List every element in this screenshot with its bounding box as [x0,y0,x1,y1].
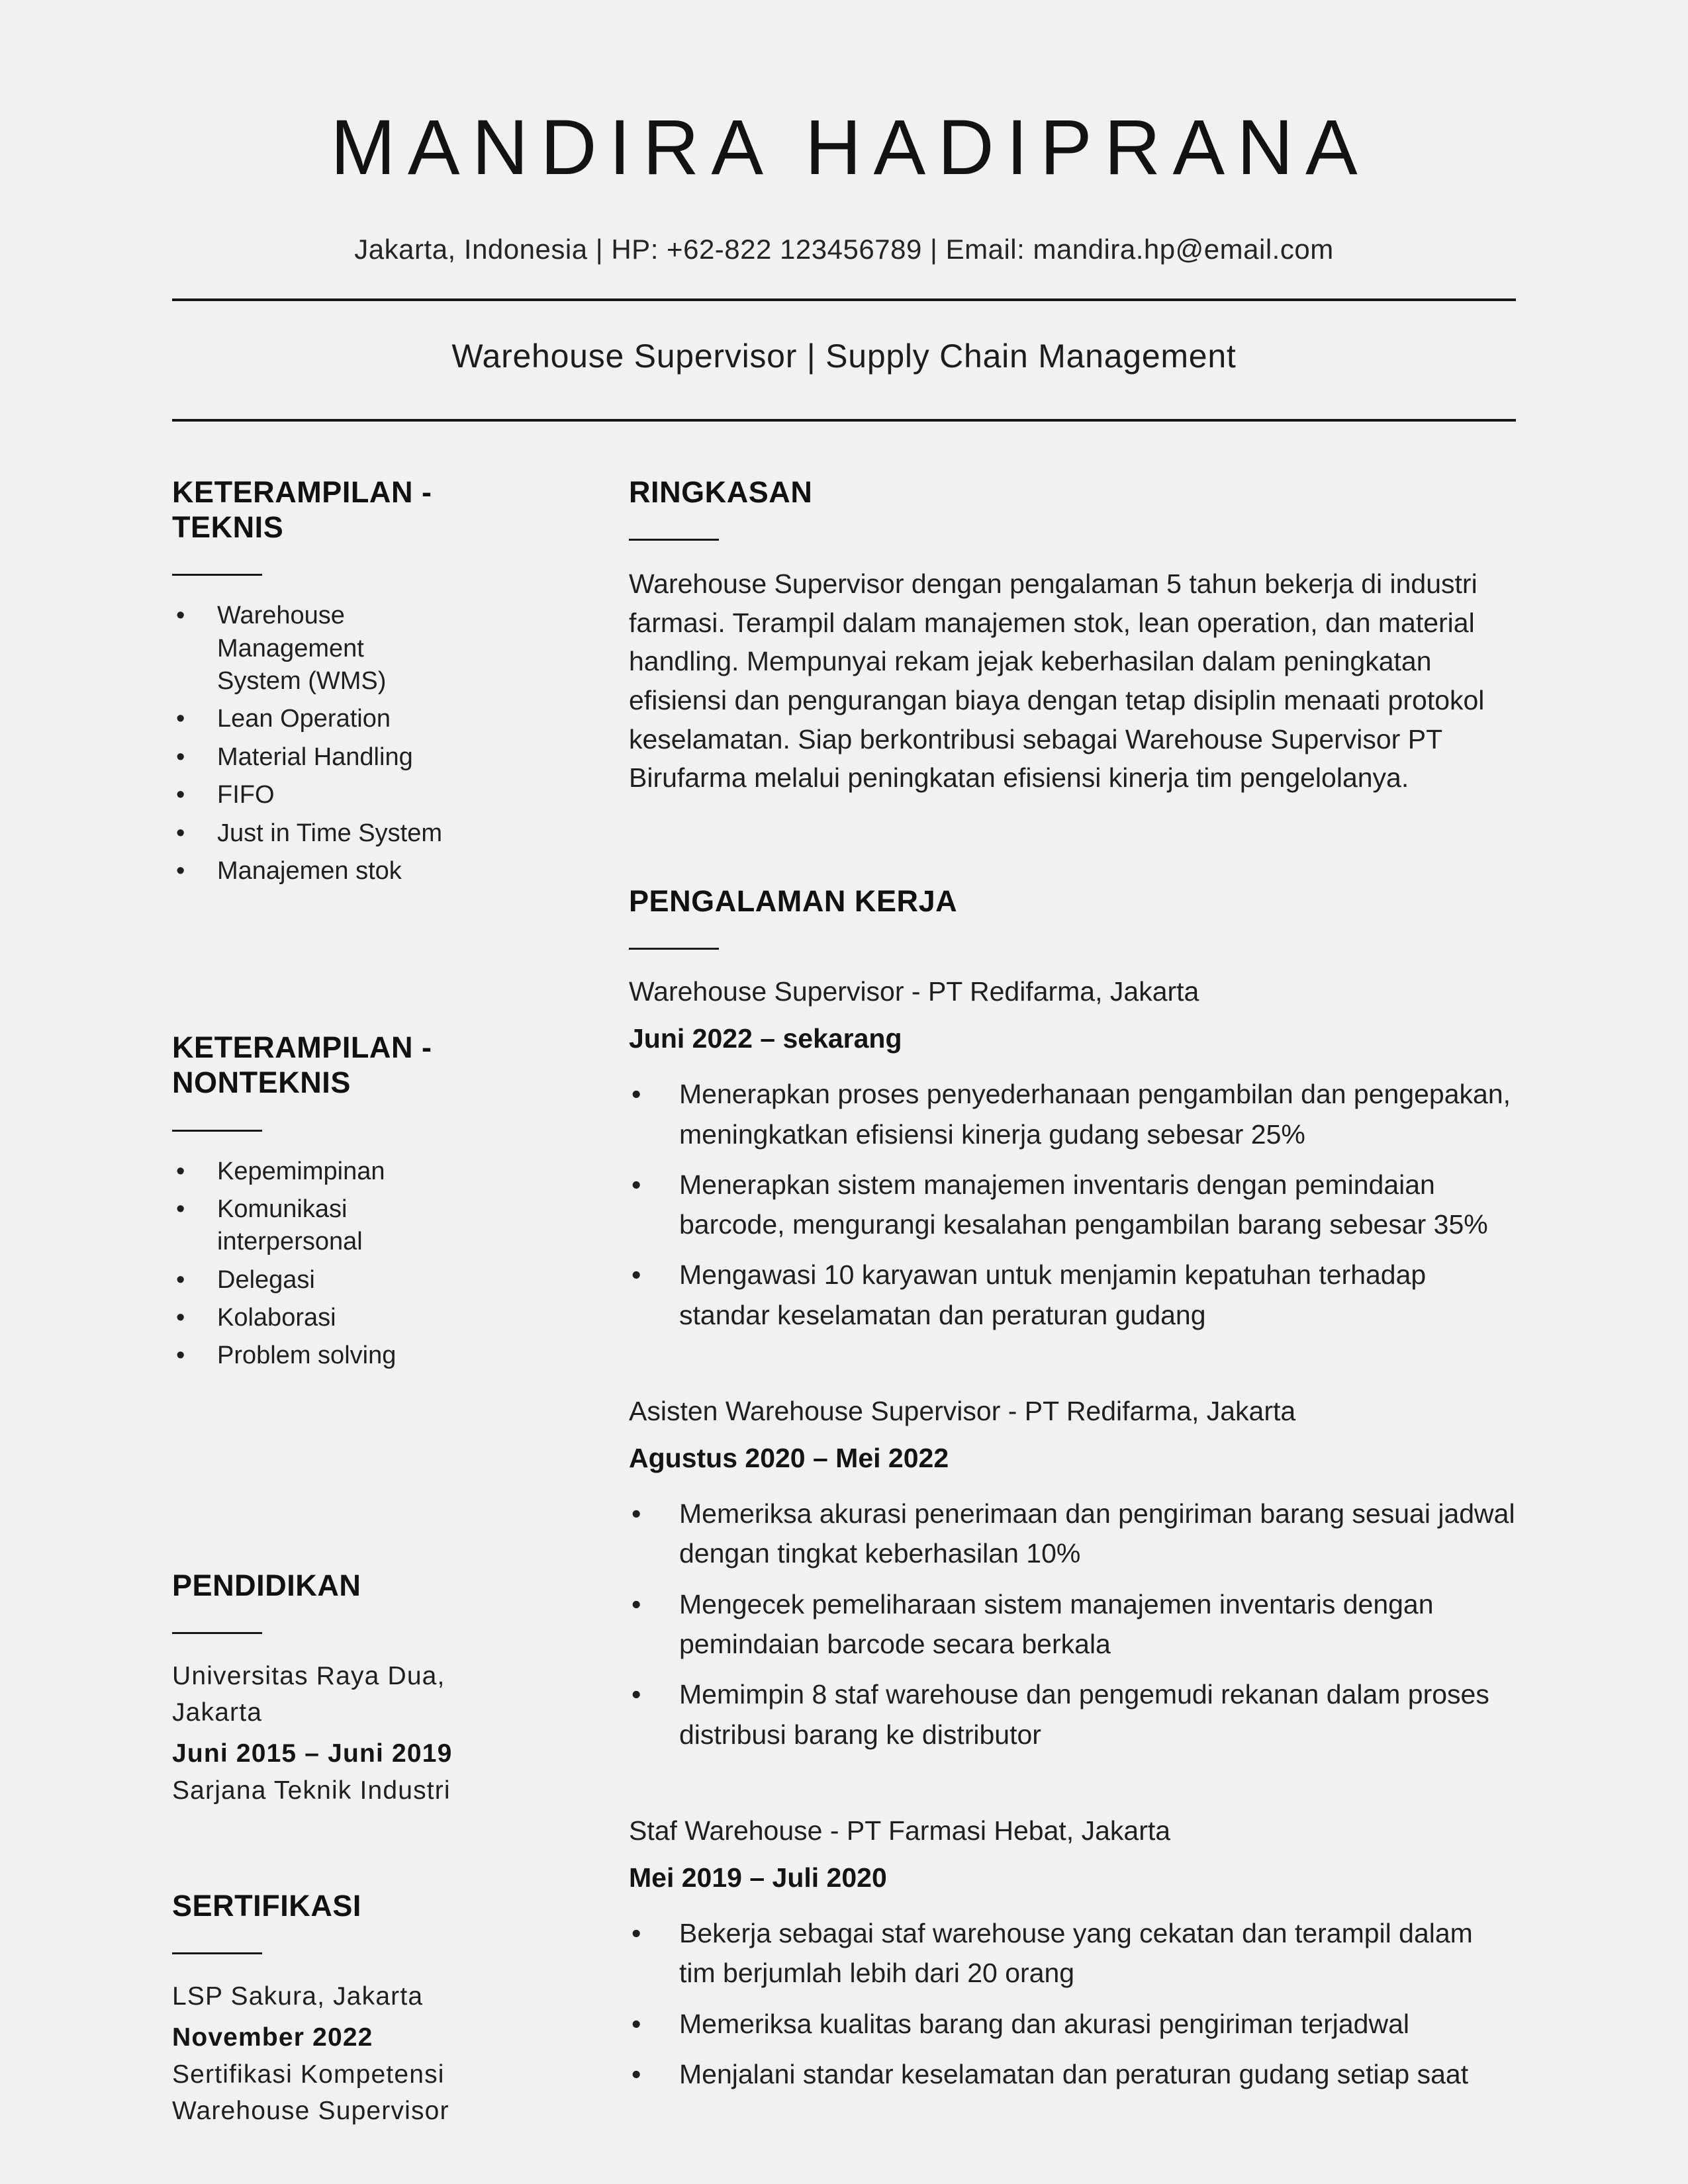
header-divider-top [172,298,1516,301]
list-item: • Menjalani standar keselamatan dan peraturan gudang setiap saat [629,2054,1516,2094]
job-entry [629,974,1516,1335]
right-column [629,475,1516,2129]
section-certification [172,1888,530,2129]
certification-date: November 2022 [172,2023,373,2052]
content-columns [172,475,1516,2129]
section-skills-soft [172,1030,530,1373]
experience-heading: PENGALAMAN KERJA [629,884,958,918]
heading-underline [629,948,719,950]
education-degree: Sarjana Teknik Industri [172,1776,451,1805]
resume-header [172,103,1516,422]
skills-technical-list [172,600,450,887]
list-item: • Kolaborasi [172,1302,450,1334]
certification-issuer: LSP Sakura, Jakarta [172,1982,424,2011]
job-title: Staf Warehouse - PT Farmasi Hebat, Jakarta [629,1815,1171,1846]
job-period: Juni 2022 – sekarang [629,1023,902,1054]
list-item: • Just in Time System [172,817,450,850]
header-divider-bottom [172,419,1516,422]
contact-line: Jakarta, Indonesia | HP: +62-822 123456789 | Email: mandira.hp@email.com [354,234,1334,265]
list-item: • Lean Operation [172,703,450,735]
list-item: • Problem solving [172,1340,450,1372]
section-summary [629,475,1516,797]
section-education [172,1568,530,1809]
job-period: Agustus 2020 – Mei 2022 [629,1443,949,1474]
education-school: Universitas Raya Dua, Jakarta [172,1661,445,1727]
job-bullet-list [629,1913,1516,2094]
education-heading: PENDIDIKAN [172,1568,361,1602]
list-item: • Menerapkan proses penyederhanaan pengambilan dan pengepakan, meningkatkan efisiensi kinerja gudang sebesar 25% [629,1074,1516,1154]
list-item: • Material Handling [172,741,450,774]
heading-underline [172,574,262,576]
list-item: • Memeriksa akurasi penerimaan dan pengiriman barang sesuai jadwal dengan tingkat keberhasilan 10% [629,1494,1516,1574]
certification-heading: SERTIFIKASI [172,1889,361,1923]
heading-underline [172,1632,262,1634]
job-title: Asisten Warehouse Supervisor - PT Redifarma, Jakarta [629,1395,1296,1426]
list-item: • Bekerja sebagai staf warehouse yang cekatan dan terampil dalam tim berjumlah lebih dari 20 orang [629,1913,1516,1993]
list-item: • FIFO [172,779,450,811]
education-period: Juni 2015 – Juni 2019 [172,1739,453,1768]
job-period: Mei 2019 – Juli 2020 [629,1862,887,1893]
skills-soft-heading: KETERAMPILAN - NONTEKNIS [172,1030,432,1100]
list-item: • Manajemen stok [172,855,450,887]
list-item: • Menerapkan sistem manajemen inventaris dengan pemindaian barcode, mengurangi kesalahan pengambilan barang sebesar 35% [629,1165,1516,1245]
job-bullet-list [629,1494,1516,1754]
skills-technical-heading: KETERAMPILAN - TEKNIS [172,475,432,545]
list-item: • Mengawasi 10 karyawan untuk menjamin kepatuhan terhadap standar keselamatan dan peraturan gudang [629,1255,1516,1335]
job-entry [629,1393,1516,1754]
certification-name: Sertifikasi Kompetensi Warehouse Supervisor [172,2060,449,2125]
section-experience [629,884,1516,2094]
job-title: Warehouse Supervisor - PT Redifarma, Jakarta [629,976,1199,1007]
heading-underline [172,1952,262,1954]
summary-heading: RINGKASAN [629,475,813,509]
job-entry [629,1813,1516,2094]
list-item: • Mengecek pemeliharaan sistem manajemen inventaris dengan pemindaian barcode secara berkala [629,1584,1516,1664]
list-item: • Kepemimpinan [172,1156,450,1188]
section-skills-technical [172,475,530,887]
job-bullet-list [629,1074,1516,1335]
skills-soft-list [172,1156,450,1373]
list-item: • Memeriksa kualitas barang dan akurasi pengiriman terjadwal [629,2004,1516,2044]
list-item: • Warehouse Management System (WMS) [172,600,450,698]
list-item: • Memimpin 8 staf warehouse dan pengemudi rekanan dalam proses distribusi barang ke distributor [629,1674,1516,1754]
list-item: • Komunikasi interpersonal [172,1193,450,1259]
candidate-name: MANDIRA HADIPRANA [330,104,1370,191]
left-column [172,475,530,2129]
heading-underline [629,539,719,541]
heading-underline [172,1130,262,1132]
summary-text: Warehouse Supervisor dengan pengalaman 5 tahun bekerja di industri farmasi. Terampil dalam manajemen stok, lean operation, dan material handling. Mempunyai rekam jejak keberhasilan dalam peningkatan efisiensi dan pengurangan biaya dengan tetap disiplin menaati protokol keselamatan. Siap berkontribusi sebagai Warehouse Supervisor PT Birufarma melalui peningkatan efisiensi kinerja tim pengelolanya. [629,569,1485,794]
list-item: • Delegasi [172,1264,450,1297]
role-title: Warehouse Supervisor | Supply Chain Management [451,338,1237,375]
